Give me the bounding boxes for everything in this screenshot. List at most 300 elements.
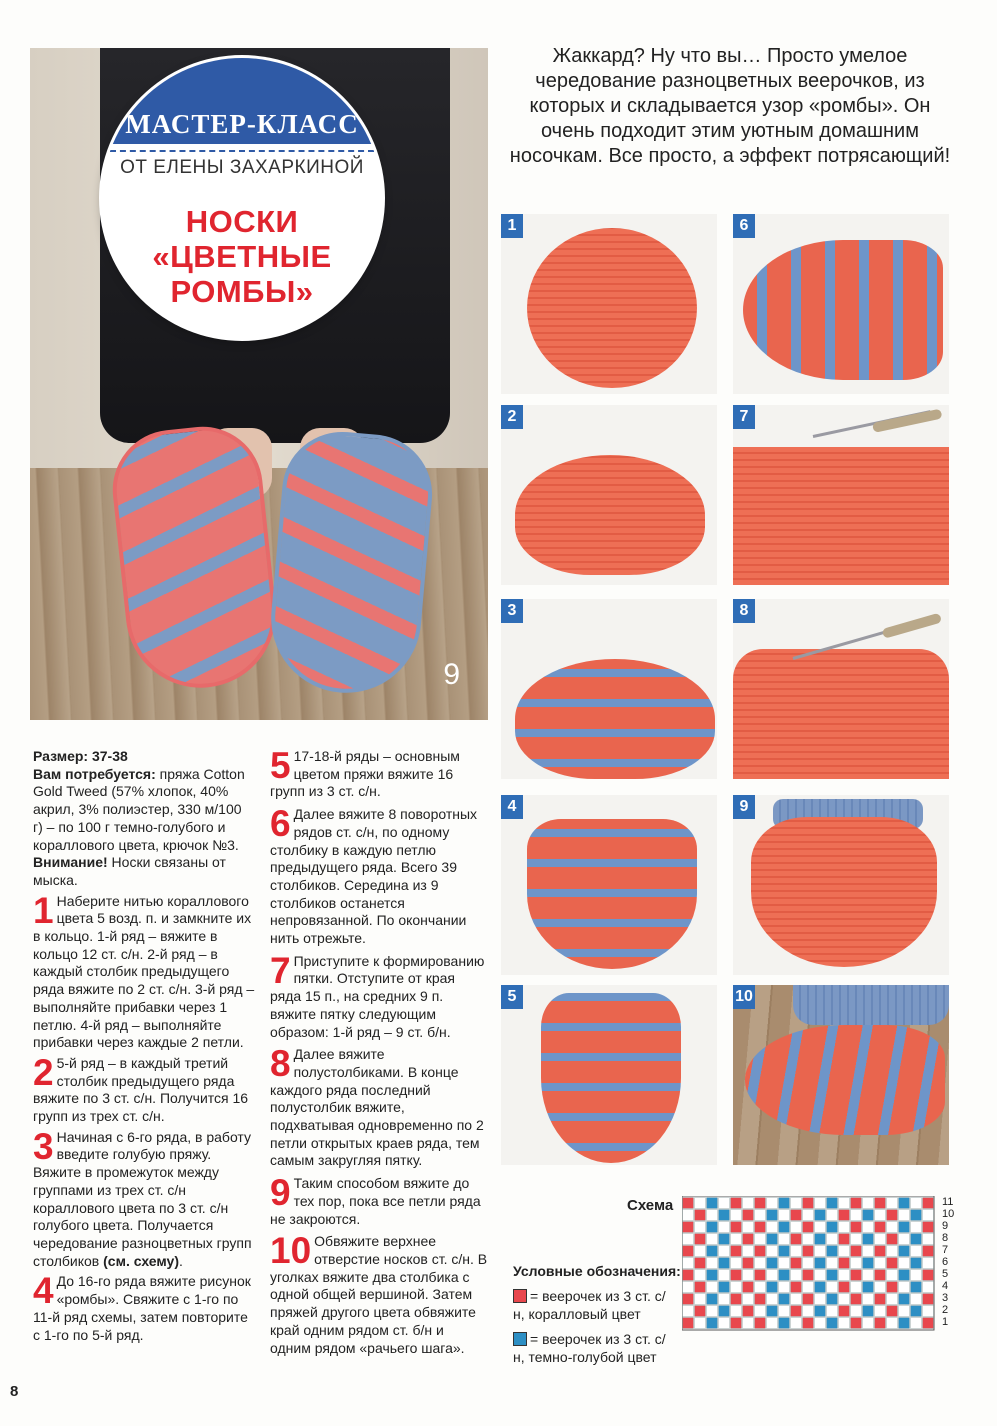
schema-cell-empty [731,1258,742,1269]
schema-cell-empty [851,1210,862,1221]
schema-cell-blue [863,1234,874,1245]
schema-cell-coral [875,1246,886,1257]
title-badge [102,58,382,338]
schema-cell-empty [743,1222,754,1233]
schema-cell-blue [719,1210,730,1221]
schema-cell-coral [695,1258,706,1269]
schema-row-number: 8 [942,1232,949,1244]
schema-cell-blue [767,1234,778,1245]
schema-cell-coral [803,1198,814,1209]
schema-cell-blue [815,1282,826,1293]
schema-cell-empty [719,1222,730,1233]
schema-row-number: 1 [942,1316,949,1328]
step-5 [270,745,488,801]
schema-cell-empty [875,1306,886,1317]
instructions-middle-column [270,745,488,1357]
step-photo-label: 2 [501,405,523,429]
schema-cell-empty [911,1198,922,1209]
schema-cell-coral [851,1318,862,1329]
schema-cell-empty [743,1270,754,1281]
schema-cell-empty [887,1318,898,1329]
intro-text: Жаккард? Ну что вы… Просто умелое чередование разноцветных веерочков, из которых и складывается узор «ромбы». Он очень подходит этим уютным домашним носочкам. Все просто, а эффект потрясающий! [509,45,951,167]
schema-cell-blue [827,1198,838,1209]
schema-cell-empty [899,1282,910,1293]
step-photo-8 [733,599,949,779]
schema-cell-empty [707,1306,718,1317]
badge-header [102,58,382,144]
schema-cell-empty [863,1246,874,1257]
step-4 [33,1270,255,1344]
schema-row-number: 7 [942,1244,949,1256]
schema-cell-blue [707,1222,718,1233]
page-title-line-2: РОМБЫ» [170,274,314,309]
schema-cell-empty [863,1270,874,1281]
legend-coral-text: = веерочек из 3 ст. с/н, коралловый цвет [513,1288,666,1322]
badge-author: ОТ ЕЛЕНЫ ЗАХАРКИНОЙ [120,157,364,178]
schema-cell-empty [743,1294,754,1305]
schema-cell-coral [743,1234,754,1245]
schema-cell-empty [683,1306,694,1317]
schema-cell-empty [695,1198,706,1209]
schema-cell-coral [923,1294,934,1305]
schema-cell-empty [815,1318,826,1329]
schema-cell-empty [923,1306,934,1317]
step-photo-5 [501,985,717,1165]
step-9 [270,1172,488,1228]
badge-stitch-line [110,150,374,152]
schema-cell-coral [887,1210,898,1221]
legend-blue-text: = веерочек из 3 ст. с/н, темно-голубой цвет [513,1331,666,1365]
schema-cell-blue [719,1234,730,1245]
schema-cell-coral [803,1222,814,1233]
schema-cell-blue [911,1210,922,1221]
schema-cell-empty [695,1222,706,1233]
schema-cell-empty [827,1210,838,1221]
schema-cell-empty [827,1234,838,1245]
schema-cell-empty [815,1294,826,1305]
schema-cell-empty [803,1306,814,1317]
schema-cell-empty [791,1198,802,1209]
schema-cell-coral [839,1306,850,1317]
schema-cell-blue [815,1210,826,1221]
step-2 [33,1051,255,1126]
schema-cell-empty [803,1210,814,1221]
schema-cell-empty [803,1234,814,1245]
schema-cell-empty [707,1258,718,1269]
schema-row-number: 3 [942,1292,949,1304]
schema-cell-blue [899,1294,910,1305]
step-photo-label: 4 [501,795,523,819]
schema-cell-empty [923,1258,934,1269]
schema-cell-coral [851,1294,862,1305]
schema-cell-empty [887,1270,898,1281]
schema-cell-coral [851,1198,862,1209]
schema-cell-empty [839,1270,850,1281]
schema-cell-empty [863,1318,874,1329]
schema-cell-blue [899,1198,910,1209]
schema-cell-empty [923,1210,934,1221]
legend-title: Условные обозначения: [513,1263,681,1279]
step-number: 5 [270,745,291,786]
schema-cell-coral [803,1318,814,1329]
step-photo-6 [733,214,949,394]
schema-cell-empty [839,1222,850,1233]
schema-cell-empty [755,1234,766,1245]
schema-cell-empty [707,1282,718,1293]
schema-cell-empty [767,1294,778,1305]
step-photo-label: 1 [501,214,523,238]
step-photo-label: 9 [733,795,755,819]
schema-cell-empty [827,1282,838,1293]
schema-cell-empty [683,1282,694,1293]
schema-cell-coral [923,1198,934,1209]
step-tail: . [179,1252,183,1269]
schema-cell-empty [791,1294,802,1305]
schema-cell-empty [791,1246,802,1257]
schema-row-number: 10 [942,1208,955,1220]
schema-cell-coral [755,1222,766,1233]
schema-cell-coral [683,1198,694,1209]
attention-text: Носки связаны от мыска. [33,854,226,888]
legend-coral-swatch [513,1289,527,1303]
step-photo-label: 7 [733,405,755,429]
step-photo-4 [501,795,717,975]
knit-folded [515,455,705,575]
schema-cell-empty [719,1294,730,1305]
knit-heel [733,649,949,779]
schema-cell-coral [683,1246,694,1257]
schema-cell-empty [887,1246,898,1257]
second-sock [793,985,949,1025]
schema-cell-coral [839,1210,850,1221]
schema-cell-empty [899,1210,910,1221]
step-photo-1 [501,214,717,394]
schema-cell-coral [695,1234,706,1245]
hero-photo-number: 9 [443,658,460,691]
schema-cell-blue [911,1258,922,1269]
step-text: Приступите к формированию пятки. Отступите от края ряда 15 п., на средних 9 п. вяжите пятку следующим образом: 1-й ряд – 9 ст. б/н. [270,952,485,1040]
schema-cell-empty [803,1282,814,1293]
step-text: Далее вяжите полустолбиками. В конце каждого ряда последний полустолбик вяжите, подхватывая одновременно по 2 петли открытых краев ряда, тем самым закругляя пятку. [270,1046,484,1169]
schema-cell-blue [863,1210,874,1221]
schema-cell-empty [875,1234,886,1245]
schema-cell-empty [767,1198,778,1209]
schema-title: Схема [627,1197,674,1214]
schema-cell-empty [779,1234,790,1245]
schema-cell-coral [875,1198,886,1209]
step-text: 17-18-й ряды – основным цветом пряжи вяжите 16 групп из 3 ст. с/н. [270,748,460,800]
schema-cell-empty [911,1246,922,1257]
crochet-hook-handle [882,613,942,639]
step-photo-label: 3 [501,599,523,623]
schema-cell-empty [815,1222,826,1233]
finished-sock [745,1025,945,1135]
size-value: 37-38 [91,748,128,764]
step-10 [270,1230,488,1357]
schema-cell-blue [899,1246,910,1257]
attention [33,854,255,889]
step-photo-label: 10 [733,985,755,1009]
schema-cell-blue [779,1222,790,1233]
materials-label: Вам потребуется: [33,765,156,782]
schema-cell-blue [779,1294,790,1305]
schema-cell-coral [803,1294,814,1305]
schema-cell-empty [875,1210,886,1221]
step-number: 9 [270,1172,291,1214]
step-photo-label: 6 [733,214,755,238]
schema-cell-blue [719,1258,730,1269]
schema-cell-coral [683,1294,694,1305]
schema-cell-coral [803,1246,814,1257]
schema-cell-blue [815,1306,826,1317]
schema-cell-coral [755,1318,766,1329]
step-8 [270,1043,488,1170]
knit-first-blue-row [515,659,715,779]
schema-cell-blue [779,1318,790,1329]
knit-circle [527,228,697,388]
schema-cell-blue [911,1234,922,1245]
step-6 [270,803,488,948]
schema-cell-coral [683,1222,694,1233]
schema-cell-coral [731,1246,742,1257]
step-photo-label: 5 [501,985,523,1009]
step-number: 10 [270,1230,312,1272]
schema-cell-blue [899,1270,910,1281]
schema-cell-empty [851,1258,862,1269]
schema-cell-coral [791,1234,802,1245]
schema-cell-coral [887,1306,898,1317]
schema-cell-coral [755,1198,766,1209]
schema-cell-empty [839,1198,850,1209]
schema-cell-empty [875,1282,886,1293]
step-number: 4 [33,1270,54,1312]
schema-cell-blue [899,1318,910,1329]
schema-cell-empty [731,1282,742,1293]
size-label: Размер: [33,748,89,764]
schema-cell-empty [851,1306,862,1317]
schema-cell-coral [875,1270,886,1281]
schema-cell-blue [767,1258,778,1269]
schema-cell-empty [755,1210,766,1221]
schema-cell-coral [791,1282,802,1293]
schema-cell-coral [839,1282,850,1293]
size-line [33,748,255,766]
step-number: 7 [270,949,291,991]
sock-right [265,427,437,699]
schema-cell-empty [695,1270,706,1281]
schema-cell-empty [887,1222,898,1233]
schema-cell-empty [767,1246,778,1257]
schema-cell-blue [767,1282,778,1293]
schema-cell-empty [803,1258,814,1269]
step-schema-ref: (см. схему) [103,1252,179,1269]
schema-cell-empty [683,1258,694,1269]
schema-cell-coral [695,1306,706,1317]
schema-cell-empty [911,1270,922,1281]
schema-cell-empty [791,1222,802,1233]
schema-cell-coral [923,1318,934,1329]
schema-cell-empty [839,1294,850,1305]
schema-cell-coral [791,1258,802,1269]
schema-cell-empty [827,1306,838,1317]
schema-cell-coral [743,1282,754,1293]
step-photo-10 [733,985,949,1165]
instructions-left-column [33,748,255,1344]
schema-cell-blue [827,1270,838,1281]
schema-cell-empty [695,1294,706,1305]
schema-row-number: 9 [942,1220,949,1232]
knit-toe [541,993,681,1163]
schema-cell-empty [683,1210,694,1221]
schema-cell-blue [707,1246,718,1257]
schema-cell-blue [707,1318,718,1329]
crochet-hook-handle [872,409,943,433]
schema-cell-blue [719,1306,730,1317]
schema-cell-coral [743,1306,754,1317]
schema-cell-empty [731,1234,742,1245]
attention-label: Внимание! [33,854,108,871]
schema-cell-empty [887,1294,898,1305]
badge-master-class: МАСТЕР-КЛАСС [125,109,359,139]
schema-cell-coral [923,1270,934,1281]
schema-cell-empty [923,1282,934,1293]
schema-cell-coral [743,1258,754,1269]
schema-cell-coral [731,1222,742,1233]
step-1 [33,889,255,1052]
schema-cell-empty [791,1270,802,1281]
schema-cell-empty [719,1246,730,1257]
schema-cell-coral [839,1234,850,1245]
schema-cell-blue [863,1282,874,1293]
schema-cell-coral [923,1222,934,1233]
schema-cell-empty [743,1318,754,1329]
schema-cell-coral [731,1318,742,1329]
schema-cell-coral [683,1270,694,1281]
schema-cell-coral [755,1246,766,1257]
materials [33,766,255,855]
schema-cell-empty [911,1294,922,1305]
schema-cell-coral [695,1210,706,1221]
schema-cell-empty [719,1270,730,1281]
schema-cell-coral [731,1198,742,1209]
schema-cell-empty [707,1210,718,1221]
step-photo-9 [733,795,949,975]
step-3 [33,1125,255,1271]
schema-cell-coral [683,1318,694,1329]
legend-coral [513,1287,671,1323]
schema-cell-empty [911,1222,922,1233]
schema-cell-empty [767,1270,778,1281]
schema-cell-empty [839,1246,850,1257]
step-text: Обвяжите верхнее отверстие носков ст. с/н. В уголках вяжите два столбика с одной общей вершиной. Затем пряжей другого цвета обвяжите край одним рядом ст. б/н и одним рядом «рачьего шага». [270,1233,488,1356]
schema-cell-empty [815,1198,826,1209]
schema-cell-empty [863,1222,874,1233]
schema-cell-coral [851,1270,862,1281]
schema-cell-empty [791,1318,802,1329]
sock-left [107,421,283,695]
schema-cell-coral [731,1270,742,1281]
schema-cell-empty [815,1246,826,1257]
schema-cell-empty [743,1198,754,1209]
schema-cell-empty [851,1282,862,1293]
schema-cell-coral [731,1294,742,1305]
schema-cell-empty [779,1282,790,1293]
schema-cell-blue [911,1282,922,1293]
schema-grid [682,1196,940,1364]
schema-cell-empty [719,1198,730,1209]
step-text: Таким способом вяжите до тех пор, пока все петли ряда не закроются. [270,1175,481,1227]
schema-cell-blue [779,1246,790,1257]
schema-cell-blue [767,1210,778,1221]
schema-cell-empty [923,1234,934,1245]
schema-cell-coral [875,1318,886,1329]
schema-cell-empty [779,1210,790,1221]
schema-cell-empty [851,1234,862,1245]
step-text: Далее вяжите 8 поворотных рядов ст. с/н, по одному столбику в каждую петлю предыдущего ряда. Всего 39 столбиков. Середина из 9 столбиков останется непровязанной. По окончании нить отрежьте. [270,806,478,947]
schema-cell-empty [695,1246,706,1257]
schema-row-number: 6 [942,1256,949,1268]
schema-cell-blue [707,1198,718,1209]
step-text: До 16-го ряда вяжите рисунок «ромбы». Свяжите с 1-го по 11-й ряд схемы, затем повторите с 1-го по 5-й ряд. [33,1273,251,1343]
step-photo-label: 8 [733,599,755,623]
step-text: Начиная с 6-го ряда, в работу введите голубую пряжу. Вяжите в промежуток между группами из трех ст. с/н кораллового цвета по 3 ст. с/н голубого цвета. Получается чередование разноцветных групп столбиков [33,1128,252,1269]
step-text: Наберите нитью кораллового цвета 5 возд. п. и замкните их в кольцо. 1-й ряд – вяжите в кольцо 12 ст. с/н. 2-й ряд – в каждый столбик предыдущего ряда вяжите по 2 ст. с/н. 3-й ряд – выполняйте прибавки через 1 петлю. 4-й ряд – выполняйте прибавки через каждые 2 петли. [33,892,255,1051]
schema-cell-blue [827,1294,838,1305]
schema-cell-empty [755,1258,766,1269]
schema-cell-coral [923,1246,934,1257]
step-7 [270,949,488,1042]
materials-text: пряжа Cotton Gold Tweed (57% хлопок, 40% акрил, 3% полиэстер, 330 м/100 г) – по 100 г темно-голубого и кораллового цвета, крючок №3. [33,765,245,853]
schema-cell-blue [767,1306,778,1317]
schema-row-number: 11 [942,1196,954,1208]
schema-cell-blue [815,1234,826,1245]
schema-cell-blue [779,1270,790,1281]
schema-cell-empty [827,1258,838,1269]
step-photo-3 [501,599,717,779]
schema-cell-empty [731,1306,742,1317]
step-number: 8 [270,1043,291,1085]
schema-cell-blue [827,1318,838,1329]
schema-cell-empty [779,1306,790,1317]
knit-body [743,240,943,380]
schema-row-number: 2 [942,1304,949,1316]
schema-row-number: 4 [942,1280,949,1292]
page-number: 8 [10,1383,19,1400]
schema-cell-empty [767,1222,778,1233]
legend-blue-swatch [513,1332,527,1346]
schema-cell-blue [911,1306,922,1317]
schema-cell-empty [863,1198,874,1209]
schema-cell-empty [743,1246,754,1257]
schema-cell-empty [755,1306,766,1317]
schema-cell-coral [755,1294,766,1305]
schema-cell-empty [875,1258,886,1269]
schema-cell-empty [707,1234,718,1245]
schema-cell-empty [911,1318,922,1329]
schema-cell-coral [743,1210,754,1221]
knit-heel-flap [733,447,949,585]
schema-cell-coral [887,1258,898,1269]
page-title [102,204,382,309]
schema-cell-coral [875,1294,886,1305]
schema-cell-blue [899,1222,910,1233]
schema-cell-coral [839,1258,850,1269]
knit-heel-closed [751,817,937,967]
schema-cell-coral [803,1270,814,1281]
schema-cell-coral [887,1282,898,1293]
schema-cell-empty [815,1270,826,1281]
schema-cell-empty [755,1282,766,1293]
